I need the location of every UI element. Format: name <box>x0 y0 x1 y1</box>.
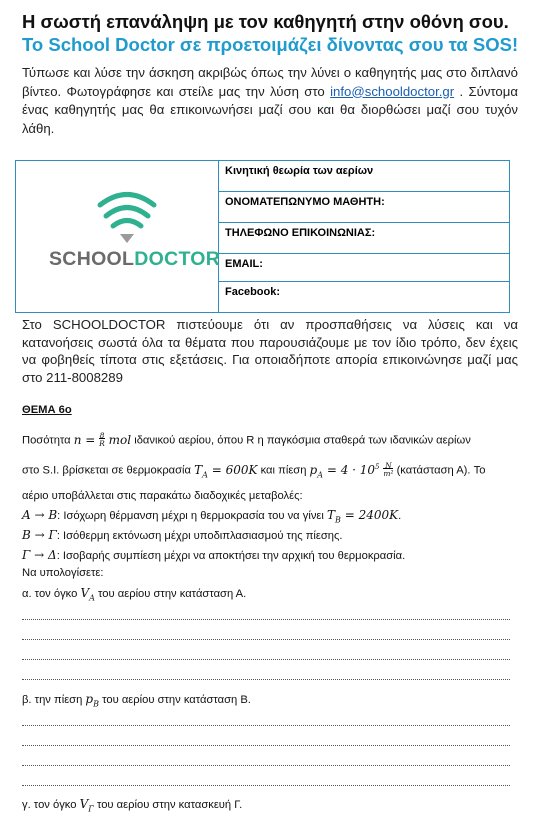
email-link[interactable]: info@schooldoctor.gr <box>330 83 455 99</box>
school-doctor-logo <box>16 162 221 312</box>
formula-n: n = 8 R mol <box>73 431 132 448</box>
page-title: Η σωστή επανάληψη με τον καθηγητή στην οθόνη σου. <box>22 11 509 32</box>
logo-cell <box>16 161 219 313</box>
student-info-table <box>15 160 510 313</box>
answer-line[interactable] <box>22 725 510 726</box>
topic-cell: Κινητική θεωρία των αερίων <box>219 161 510 192</box>
answer-line[interactable] <box>22 619 510 620</box>
page-subtitle: Το School Doctor σε προετοιμάζει δίνοντας σου τα SOS! <box>22 34 519 55</box>
email-field[interactable]: EMAIL: <box>219 254 510 282</box>
step-gd: Γ → Δ: Ισοβαρής συμπίεση μέχρι να αποκτήσει την αρχική του θερμοκρασία. <box>22 548 406 562</box>
answer-line[interactable] <box>22 745 510 746</box>
signal-icon <box>16 162 221 312</box>
intro-text: Τύπωσε και λύσε την άσκηση ακριβώς όπως την λύνει ο καθηγητής μας στο διπλανό βίντεο. Φωτογράφησε και στείλε μας την λύση στο <box>22 65 518 99</box>
info-paragraph: Στο SCHOOLDOCTOR πιστεύουμε ότι αν προσπαθήσεις να λύσεις και να κατανοήσεις σωστά όλα τα θέματα που παρουσιάζουμε με τον ίδιο τρόπο, δεν έχεις να φοβηθείς τίποτα στις εξετάσεις. Για οποιαδήποτε απορία επικοινώνησε μαζί μας στο 211-8008289 <box>22 317 518 385</box>
question-b: β. την πίεση $p_B$ του αερίου στην κατάσταση Β. <box>22 692 251 709</box>
formula-tb: $T_B = 2400K$ <box>327 508 399 525</box>
step-ab: A → B: Ισόχωρη θέρμανση μέχρι η θερμοκρασία του να γίνει $T_B = 2400K$. <box>22 508 402 525</box>
answer-line[interactable] <box>22 785 510 786</box>
problem-line-2: στο S.I. βρίσκεται σε θερμοκρασία $T_A = 600K$ και πίεση $p_A = 4 \cdot 10^5$ N m² (κατάσταση Α). Το <box>22 461 486 479</box>
answer-line[interactable] <box>22 679 510 680</box>
answer-line[interactable] <box>22 639 510 640</box>
student-name-field[interactable]: ΟΝΟΜΑΤΕΠΩΝΥΜΟ ΜΑΘΗΤΗ: <box>219 192 510 223</box>
problem-line-1: Ποσότητα n = 8 R mol ιδανικού αερίου, όπου R η παγκόσμια σταθερά των ιδανικών αερίων <box>22 431 471 448</box>
logo-wordmark: SCHOOLDOCTOR <box>49 247 221 270</box>
answer-line[interactable] <box>22 765 510 766</box>
question-c: γ. τον όγκο $V_\Gamma$ του αερίου στην κατασκευή Γ. <box>22 797 243 814</box>
intro-text-end: . Σύντομα ένας καθηγητής μας θα επικοινωνήσει μαζί σου και θα διορθώσει μαζί σου τυχόν λάθη. <box>22 83 518 136</box>
formula-pa: $p_A = 4 \cdot 10^5$ N m² <box>309 461 394 479</box>
phone-field[interactable]: ΤΗΛΕΦΩΝΟ ΕΠΙΚΟΙΝΩΝΙΑΣ: <box>219 223 510 254</box>
answer-line[interactable] <box>22 659 510 660</box>
ask-line: Να υπολογίσετε: <box>22 567 104 579</box>
problem-line-3: αέριο υποβάλλεται στις παρακάτω διαδοχικές μεταβολές: <box>22 490 303 502</box>
question-a: α. τον όγκο $V_A$ του αερίου στην κατάσταση Α. <box>22 586 247 603</box>
step-bg: B → Γ: Ισόθερμη εκτόνωση μέχρι υποδιπλασιασμού της πίεσης. <box>22 528 343 542</box>
formula-ta: $T_A = 600K$ <box>194 462 258 479</box>
intro-paragraph <box>22 64 518 138</box>
problem-title: ΘΕΜΑ 6ο <box>22 404 72 416</box>
facebook-field[interactable]: Facebook: <box>219 282 510 313</box>
